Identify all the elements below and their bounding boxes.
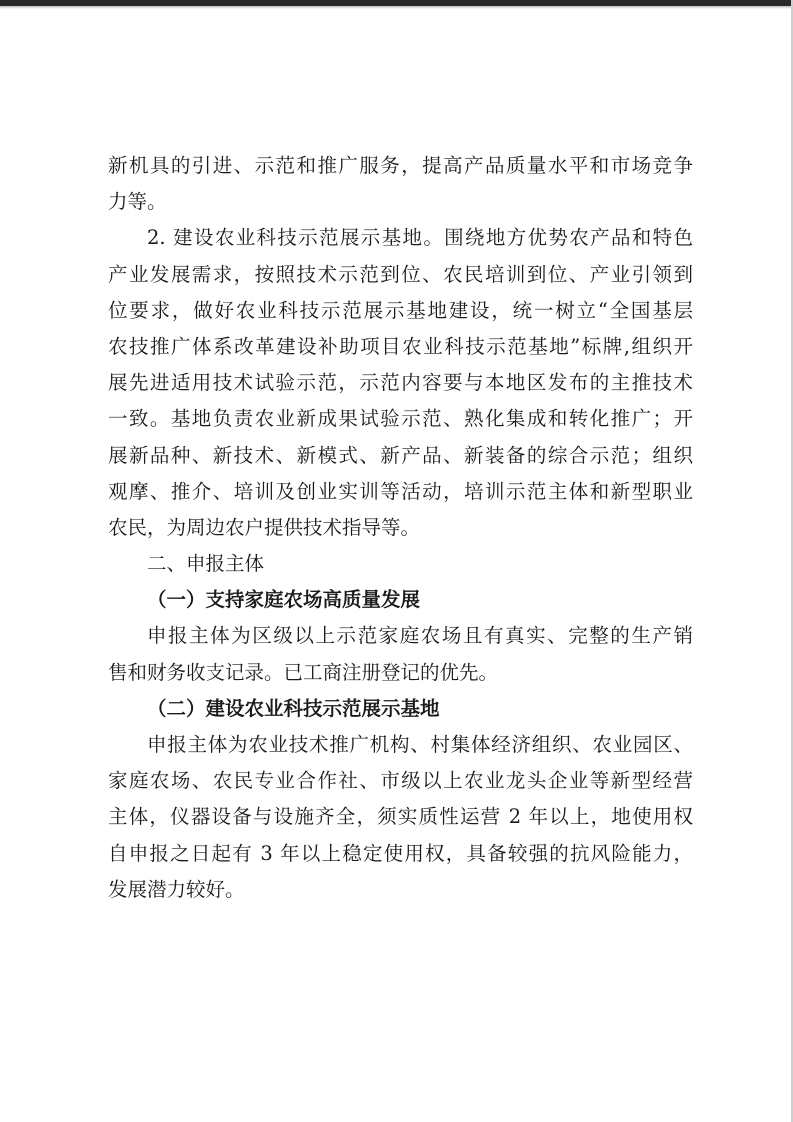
body-line: 观摩、推介、培训及创业实训等活动，培训示范主体和新型职业 [108,479,693,503]
body-line: 展新品种、新技术、新模式、新产品、新装备的综合示范；组织 [108,443,693,467]
body-line: 申报主体为区级以上示范家庭农场且有真实、完整的生产销 [147,624,693,648]
body-line: 售和财务收支记录。已工商注册登记的优先。 [108,660,499,684]
subsection-heading: （一）支持家庭农场高质量发展 [147,588,421,612]
body-line: 力等。 [108,190,167,214]
body-line: 位要求，做好农业科技示范展示基地建设，统一树立“全国基层 [108,298,693,322]
subsection-heading: （二）建设农业科技示范展示基地 [147,696,440,720]
body-line: 2. 建设农业科技示范展示基地。围绕地方优势农产品和特色 [147,226,693,250]
document-body [108,148,693,908]
body-line: 申报主体为农业技术推广机构、村集体经济组织、农业园区、 [147,733,693,756]
body-line: 农民，为周边农户提供技术指导等。 [108,515,421,539]
section-heading: 二、申报主体 [147,552,265,576]
body-line: 农技推广体系改革建设补助项目农业科技示范基地”标牌,组织开 [108,334,693,358]
body-line: 产业发展需求，按照技术示范到位、农民培训到位、产业引领到 [108,262,693,286]
body-line: 新机具的引进、示范和推广服务，提高产品质量水平和市场竞争 [108,154,693,177]
body-line: 家庭农场、农民专业合作社、市级以上农业龙头企业等新型经营 [108,769,693,793]
body-line: 发展潜力较好。 [108,877,245,901]
scan-top-shadow [0,6,793,9]
body-line: 一致。基地负责农业新成果试验示范、熟化集成和转化推广；开 [108,407,693,431]
body-line: 展先进适用技术试验示范，示范内容要与本地区发布的主推技术 [108,371,693,395]
body-line: 自申报之日起有 3 年以上稳定使用权，具备较强的抗风险能力， [108,841,693,865]
body-line: 主体，仪器设备与设施齐全，须实质性运营 2 年以上，地使用权 [108,805,693,829]
